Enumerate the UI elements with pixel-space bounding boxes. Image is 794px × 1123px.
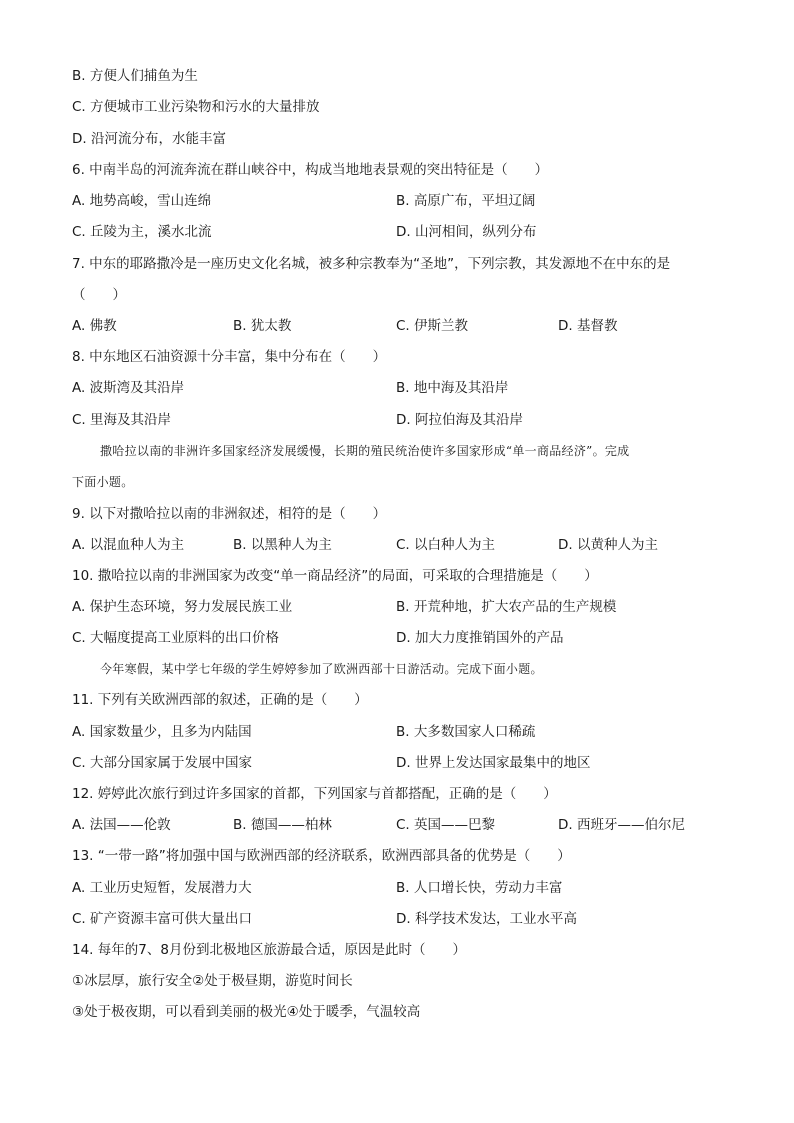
q8-option-c: C. 里海及其沿岸	[72, 412, 172, 428]
q5-option-d: D. 沿河流分布，水能丰富	[72, 131, 226, 147]
q9-option-d: D. 以黄种人为主	[558, 537, 658, 553]
q13-option-b: B. 人口增长快，劳动力丰富	[396, 880, 563, 896]
q14-statements-1: ①冰层厚，旅行安全②处于极昼期，游览时间长	[72, 973, 353, 989]
question-6-stem: 6. 中南半岛的河流奔流在群山峡谷中，构成当地地表景观的突出特征是（ ）	[72, 162, 549, 178]
q12-option-b: B. 德国——柏林	[233, 817, 332, 833]
q13-option-a: A. 工业历史短暂，发展潜力大	[72, 880, 252, 896]
q9-option-c: C. 以白种人为主	[396, 537, 496, 553]
q9-option-b: B. 以黑种人为主	[233, 537, 332, 553]
q11-option-c: C. 大部分国家属于发展中国家	[72, 755, 253, 771]
q5-option-c: C. 方便城市工业污染物和污水的大量排放	[72, 99, 320, 115]
question-11-stem: 11. 下列有关欧洲西部的叙述，正确的是（ ）	[72, 692, 368, 708]
question-12-stem: 12. 婷婷此次旅行到过许多国家的首都，下列国家与首都搭配，正确的是（ ）	[72, 786, 557, 802]
question-8-stem: 8. 中东地区石油资源十分丰富，集中分布在（ ）	[72, 349, 387, 365]
q6-option-b: B. 高原广布，平坦辽阔	[396, 193, 536, 209]
question-9-stem: 9. 以下对撒哈拉以南的非洲叙述，相符的是（ ）	[72, 506, 387, 522]
q11-option-b: B. 大多数国家人口稀疏	[396, 724, 536, 740]
q14-statements-2: ③处于极夜期，可以看到美丽的极光④处于暖季，气温较高	[72, 1004, 421, 1020]
q8-option-a: A. 波斯湾及其沿岸	[72, 380, 185, 396]
question-10-stem: 10. 撒哈拉以南的非洲国家为改变“单一商品经济”的局面，可采取的合理措施是（ ）	[72, 568, 598, 584]
q7-option-d: D. 基督教	[558, 318, 618, 334]
q6-option-c: C. 丘陵为主，溪水北流	[72, 224, 212, 240]
q13-option-d: D. 科学技术发达，工业水平高	[396, 911, 577, 927]
reading-passage-africa-cont: 下面小题。	[72, 475, 134, 489]
q9-option-a: A. 以混血种人为主	[72, 537, 185, 553]
q13-option-c: C. 矿产资源丰富可供大量出口	[72, 911, 253, 927]
q10-option-a: A. 保护生态环境，努力发展民族工业	[72, 599, 293, 615]
q11-option-d: D. 世界上发达国家最集中的地区	[396, 755, 591, 771]
q7-option-c: C. 伊斯兰教	[396, 318, 469, 334]
q5-option-b: B. 方便人们捕鱼为生	[72, 68, 198, 84]
q6-option-a: A. 地势高峻，雪山连绵	[72, 193, 212, 209]
reading-passage-africa: 撒哈拉以南的非洲许多国家经济发展缓慢，长期的殖民统治使许多国家形成“单一商品经济”。完成	[100, 444, 630, 458]
question-13-stem: 13. “一带一路”将加强中国与欧洲西部的经济联系，欧洲西部具备的优势是（ ）	[72, 848, 571, 864]
q7-option-b: B. 犹太教	[233, 318, 292, 334]
q8-option-b: B. 地中海及其沿岸	[396, 380, 509, 396]
q12-option-d: D. 西班牙——伯尔尼	[558, 817, 685, 833]
q12-option-c: C. 英国——巴黎	[396, 817, 496, 833]
q7-option-a: A. 佛教	[72, 318, 117, 334]
q6-option-d: D. 山河相间，纵列分布	[396, 224, 537, 240]
q11-option-a: A. 国家数量少，且多为内陆国	[72, 724, 252, 740]
q8-option-d: D. 阿拉伯海及其沿岸	[396, 412, 523, 428]
q10-option-b: B. 开荒种地，扩大农产品的生产规模	[396, 599, 617, 615]
reading-passage-europe: 今年寒假，某中学七年级的学生婷婷参加了欧洲西部十日游活动。完成下面小题。	[100, 662, 543, 676]
q12-option-a: A. 法国——伦敦	[72, 817, 171, 833]
q10-option-c: C. 大幅度提高工业原料的出口价格	[72, 630, 280, 646]
q10-option-d: D. 加大力度推销国外的产品	[396, 630, 564, 646]
question-14-stem: 14. 每年的7、8月份到北极地区旅游最合适，原因是此时（ ）	[72, 942, 466, 958]
question-7-stem: 7. 中东的耶路撒冷是一座历史文化名城，被多种宗教奉为“圣地”，下列宗教，其发源地不在中东的是	[72, 256, 671, 272]
question-7-stem-cont: （ ）	[72, 287, 126, 303]
